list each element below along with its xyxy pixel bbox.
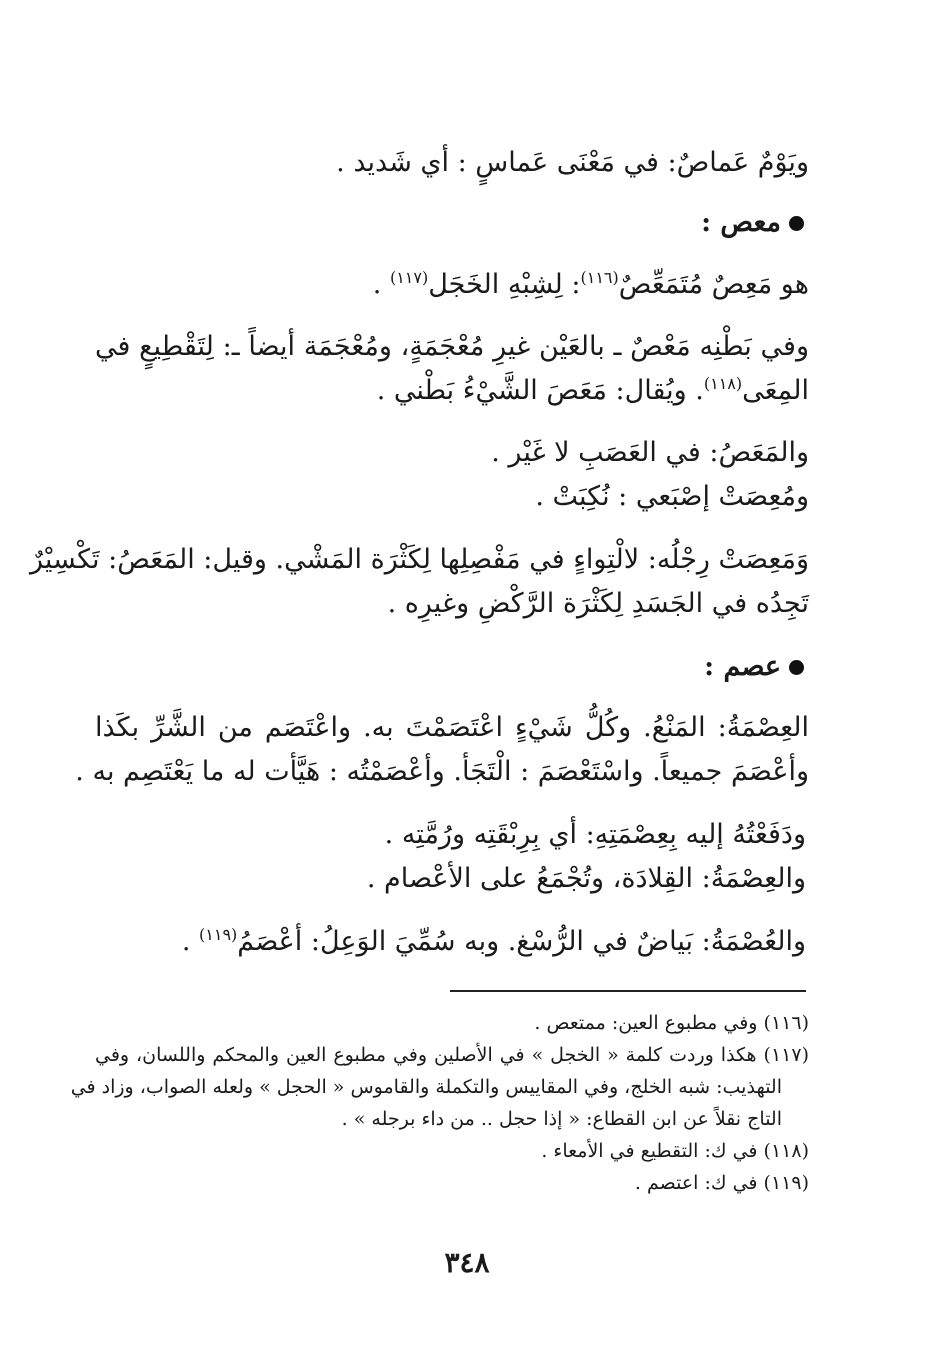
footnote: (١١٨) في ك: التقطيع في الأمعاء . — [541, 1140, 809, 1162]
footnote-separator — [450, 990, 806, 992]
entry-heading-maas — [701, 206, 804, 240]
entry-heading-asm — [704, 650, 804, 684]
text-segment: المِعَى — [742, 375, 809, 406]
page-number: ٣٤٨ — [444, 1246, 490, 1279]
text-line: والعِصْمَةُ: القِلادَة، وتُجْمَعُ على الأعْصام . — [366, 863, 806, 894]
text-line: وفي بَطْنِه مَعْصٌ ـ بالعَيْن غيرِ مُعْجَمَةٍ، ومُعْجَمَة أيضاً ـ: لِتَقْطِيعٍ في — [95, 331, 809, 362]
footnote-continuation: التهذيب: شبه الخلج، وفي المقاييس والتكملة والقاموس « الحجل » ولعله الصواب، وزاد في — [70, 1076, 782, 1098]
bullet-icon — [789, 660, 804, 675]
footnote: (١١٩) في ك: اعتصم . — [634, 1172, 809, 1194]
text-line: العِصْمَةُ: المَنْعُ. وكُلُّ شَيْءٍ اعْتَصَمْتَ به. واعْتَصَم من الشَّرِّ بكَذا — [95, 712, 809, 743]
text-segment: . — [372, 269, 390, 300]
text-segment: . ويُقال: مَعَصَ الشَّيْءُ بَطْني . — [376, 375, 704, 406]
footnote-ref: (١١٨) — [703, 374, 743, 393]
text-line — [373, 268, 809, 302]
bullet-icon — [789, 216, 804, 231]
text-line — [182, 925, 806, 959]
text-line: والمَعَصُ: في العَصَبِ لا غَيْر . — [491, 437, 809, 468]
footnote-ref: (١١٦) — [580, 268, 619, 287]
text-line: ودَفَعْتُهُ إليه بِعِصْمَتِهِ: أي بِرِبْقَتِه ورُمَّتِه . — [384, 819, 806, 850]
heading-label: معص : — [701, 207, 781, 238]
text-line: وأعْصَمَ جميعاً. واسْتَعْصَمَ : الْتَجَأ. وأعْصَمْتُه : هَيَّأت له ما يَعْتَصِم به . — [75, 756, 809, 787]
footnote: (١١٧) هكذا وردت كلمة « الخجل » في الأصلين وفي مطبوع العين والمحكم واللسان، وفي — [95, 1044, 809, 1066]
text-line — [377, 374, 809, 408]
footnote-ref: (١١٩) — [199, 925, 238, 944]
footnote: (١١٦) وفي مطبوع العين: ممتعص . — [534, 1012, 809, 1034]
footnote-continuation: التاج نقلاً عن ابن القطاع: « إذا حجل .. من داء برجله » . — [341, 1108, 782, 1130]
text-segment: . — [181, 926, 200, 957]
text-line: ويَوْمٌ عَماصٌ: في مَعْنَى عَماسٍ : أي شَديد . — [336, 147, 809, 178]
footnote-ref: (١١٧) — [389, 268, 429, 287]
text-line: ومُعِصَتْ إصْبَعي : نُكِبَتْ . — [535, 481, 809, 512]
text-line: وَمَعِصَتْ رِجْلُه: لالْتِواءٍ في مَفْصِلِها لِكَثْرَة المَشْي. وقيل: المَعَصُ: تَكْسِيْرٌ — [30, 544, 809, 575]
text-line: تَجِدُه في الجَسَدِ لِكَثْرَة الرَّكْضِ وغيرِه . — [387, 588, 809, 619]
heading-label: عصم : — [704, 651, 781, 682]
text-segment: والعُصْمَةُ: بَياضٌ في الرُّسْغ. وبه سُمِّيَ الوَعِلُ: أعْصَمُ — [237, 926, 806, 957]
text-segment: : لِشِبْهِ الخَجَل — [428, 269, 581, 300]
text-segment: هو مَعِصٌ مُتَمَعِّصٌ — [618, 269, 809, 300]
